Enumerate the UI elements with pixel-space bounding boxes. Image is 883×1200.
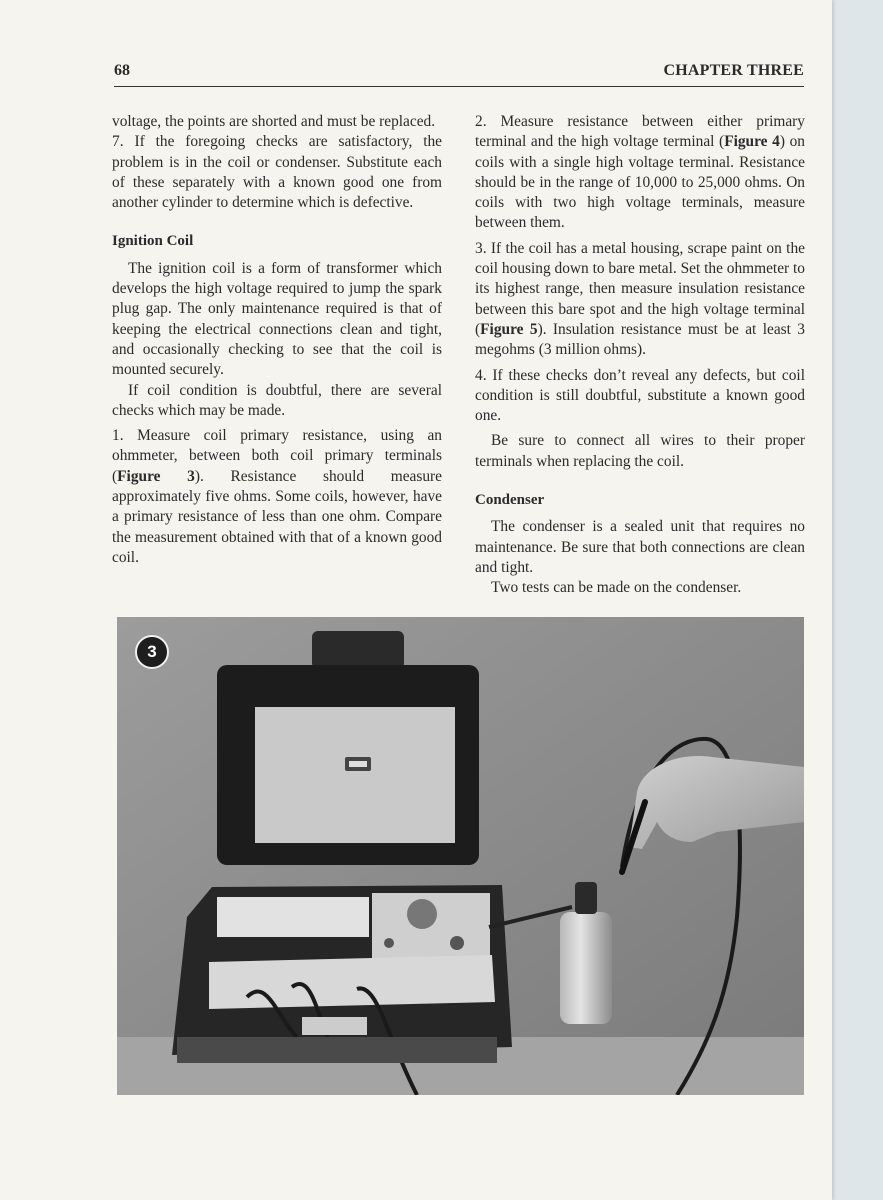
paragraph-wiring-note: Be sure to connect all wires to their proper terminals when replacing the coil. xyxy=(475,432,805,470)
range-knob xyxy=(407,899,437,929)
figure-reference: Figure 5 xyxy=(480,320,538,338)
paragraph-condenser-intro: The condenser is a sealed unit that requires no maintenance. Be sure that both connections are clean and tight. xyxy=(475,518,805,576)
paragraph-continuation: voltage, the points are shorted and must be replaced. xyxy=(112,113,436,130)
section-heading-ignition-coil: Ignition Coil xyxy=(112,233,194,250)
lid-handle xyxy=(312,631,404,669)
right-column xyxy=(475,112,805,599)
paragraph-ignition-coil-intro: The ignition coil is a form of transformer which develops the high voltage required to jump the spark plug gap. The only maintenance required is that of keeping the electrical connections clean and tight, and occasionally checking to see that the coil is mounted securely. xyxy=(112,259,442,379)
chapter-title: CHAPTER THREE xyxy=(663,62,804,79)
page-header xyxy=(114,62,804,87)
paragraph-coil-checks: If coil condition is doubtful, there are several checks which may be made. xyxy=(112,381,442,419)
step-4: 4. If these checks don’t reveal any defects, but coil condition is still doubtful, substitute a known good one. xyxy=(475,366,805,425)
step-1: 1. Measure coil primary resistance, using an ohmmeter, between both coil primary terminals (Figure 3). Resistance should measure approximately five ohms. Some coils, however, have a primary resistance of less than one ohm. Compare the measurement obtained with that of a known good coil. xyxy=(112,427,443,566)
ohmmeter-test-illustration xyxy=(117,617,804,1095)
condenser xyxy=(560,912,612,1024)
paragraph-condenser-tests: Two tests can be made on the condenser. xyxy=(491,579,742,597)
figure-reference: Figure 3 xyxy=(117,467,195,485)
figure-3-photo xyxy=(117,617,804,1095)
figure-number-badge: 3 xyxy=(135,635,169,669)
left-column xyxy=(112,112,442,573)
figure-reference: Figure 4 xyxy=(724,133,780,151)
page-number: 68 xyxy=(114,62,130,79)
section-heading-condenser: Condenser xyxy=(475,492,545,509)
step-3: 3. If the coil has a metal housing, scrape paint on the coil housing down to bare metal. Set the ohmmeter to its highest range, then measure insulation resistance between this bare spot and the high voltage terminal (Figure 5). Insulation resistance must be at least 3 megohms (3 million ohms). xyxy=(475,239,806,359)
step-7: 7. If the foregoing checks are satisfactory, the problem is in the coil or condenser. Substitute each of these separately with a known good one from another cylinder to determine which is defective. xyxy=(112,133,442,212)
step-2: 2. Measure resistance between either primary terminal and the high voltage terminal (Figure 4) on coils with a single high voltage terminal. Resistance should be in the range of 10,000 to 25,000 ohms. On coils with two high voltage terminals, measure between them. xyxy=(475,113,805,232)
